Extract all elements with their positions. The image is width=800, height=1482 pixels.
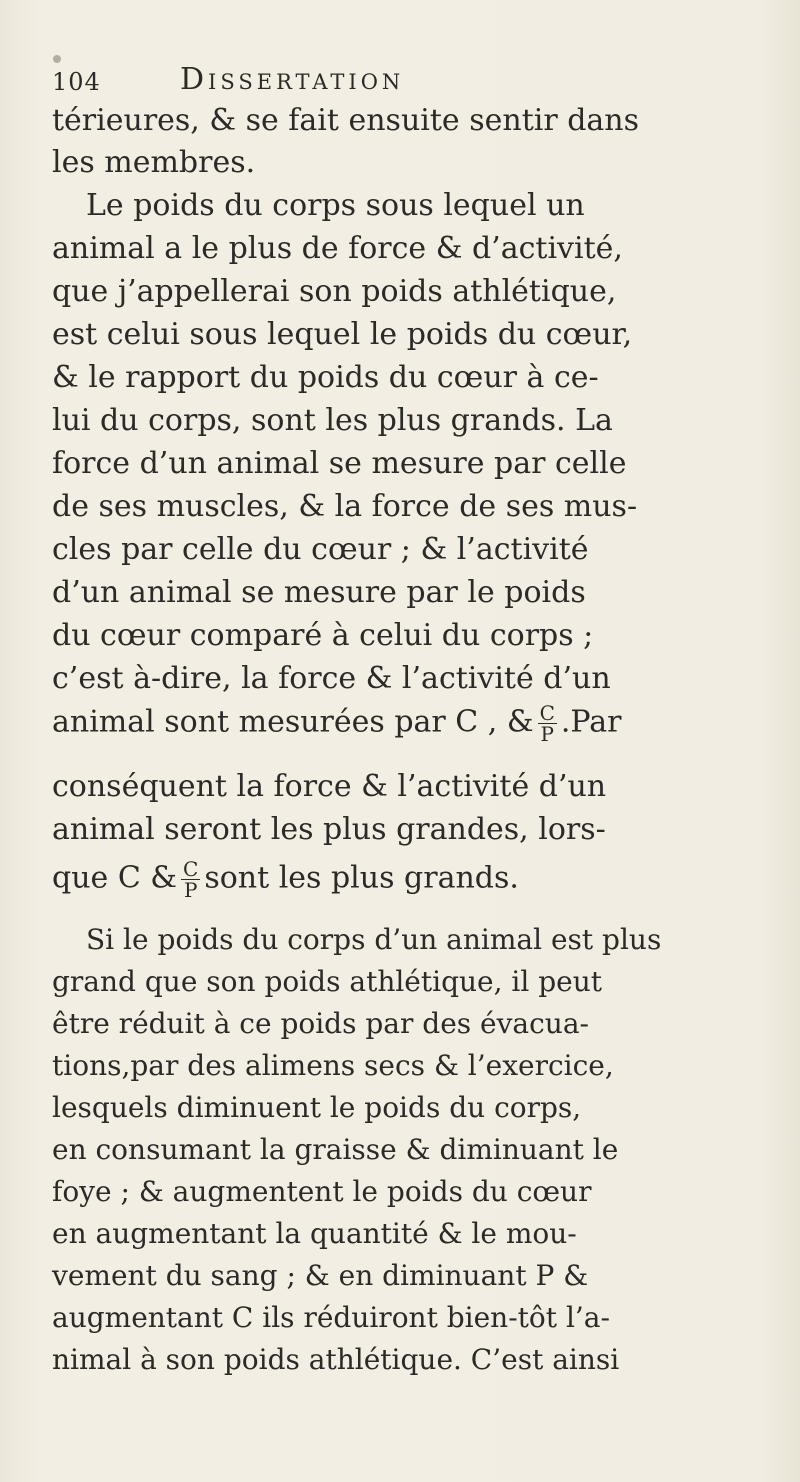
text-line: vement du sang ; & en diminuant P & [52, 1259, 589, 1292]
text-line: térieures, & se fait ensuite sentir dans [52, 103, 640, 138]
text-line: cles par celle du cœur ; & l’activité [52, 532, 589, 567]
text-line: être réduit à ce poids par des évacua- [52, 1007, 589, 1040]
text-line: Si le poids du corps d’un animal est plus [86, 923, 662, 956]
text-line: est celui sous lequel le poids du cœur, [52, 317, 633, 352]
text-line: lui du corps, sont les plus grands. La [52, 403, 613, 438]
text-line: en augmentant la quantité & le mou- [52, 1217, 577, 1250]
text-segment: animal sont mesurées par C , & [52, 704, 534, 740]
text-line: d’un animal se mesure par le poids [52, 575, 586, 610]
text-line: Le poids du corps sous lequel un [86, 188, 585, 223]
text-line: lesquels diminuent le poids du corps, [52, 1091, 582, 1124]
text-line: en consumant la graisse & diminuant le [52, 1133, 619, 1166]
fraction-denominator: P [183, 878, 198, 902]
text-line: les membres. [52, 145, 256, 180]
text-line-with-fraction [52, 859, 519, 900]
text-line: foye ; & augmentent le poids du cœur [52, 1175, 592, 1208]
fraction-denominator: P [540, 722, 554, 746]
running-title: Dissertation [180, 62, 405, 97]
text-line: tions,par des alimens secs & l’exercice, [52, 1049, 614, 1082]
text-line-with-fraction [52, 703, 622, 744]
page-number: 104 [52, 68, 101, 96]
text-line: animal a le plus de force & d’activité, [52, 231, 623, 266]
text-line: du cœur comparé à celui du corps ; [52, 618, 594, 653]
text-line: c’est à-dire, la force & l’activité d’un [52, 661, 611, 696]
text-line: nimal à son poids athlétique. C’est ainsi [52, 1343, 620, 1376]
text-segment: sont les plus grands. [204, 860, 519, 896]
fraction-numerator: C [539, 701, 555, 725]
text-line: & le rapport du poids du cœur à ce- [52, 360, 599, 395]
text-segment: .Par [560, 704, 622, 740]
page-header [52, 62, 752, 102]
text-line: force d’un animal se mesure par celle [52, 446, 627, 481]
fraction-numerator: C [183, 857, 199, 881]
text-line: conséquent la force & l’activité d’un [52, 769, 607, 804]
text-line: que j’appellerai son poids athlétique, [52, 274, 617, 309]
text-line: animal seront les plus grandes, lors- [52, 812, 606, 847]
text-line: de ses muscles, & la force de ses mus- [52, 489, 638, 524]
text-line: grand que son poids athlétique, il peut [52, 965, 603, 998]
text-segment: que C & [52, 860, 178, 896]
text-line: augmentant C ils réduiront bien-tôt l’a- [52, 1301, 610, 1334]
fraction-c-over-p [181, 859, 200, 900]
fraction-c-over-p [538, 703, 557, 744]
